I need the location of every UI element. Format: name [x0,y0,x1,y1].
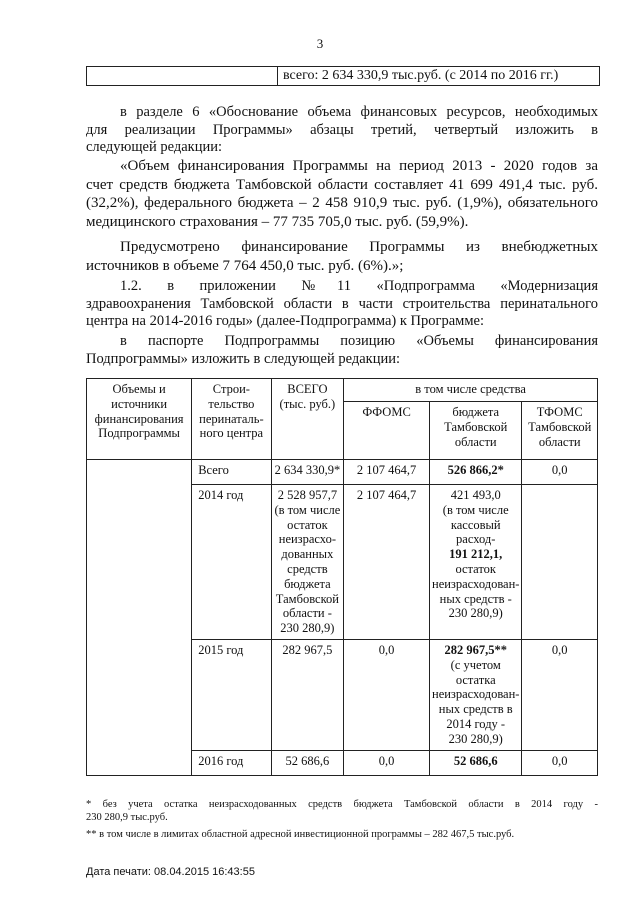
paragraph-extrabudgetary [86,238,598,275]
cell-line: 421 493,0 [450,488,501,502]
top-table-row [86,66,600,86]
header-text: Тамбовской [444,419,508,434]
header-regional-budget [430,402,522,460]
header-text: ВСЕГО [287,382,328,396]
cell-line: ных средств в [438,702,513,717]
row-label: 2014 год [192,485,271,640]
text-line: «Объем финансирования Программы на период 2013 - 2020 годов за [120,158,598,174]
paragraph-appendix11 [86,278,598,331]
text-line: источников в объеме 7 764 450,0 тыс. руб. (6%).»; [86,257,404,274]
paragraph-financing-volume [86,157,598,231]
text-line: (32,2%), федерального бюджета – 2 458 910,9 тыс. руб. (1,9%), обязательного [86,195,598,211]
cell-line: неизрасходован- [432,687,520,702]
page-number: 3 [316,36,324,51]
cell-line: 230 280,9) [448,606,503,621]
text-line: в паспорте Подпрограммы позицию «Объемы финансирования [120,333,598,349]
header-text: Объемы и [112,382,166,396]
header-text: (тыс. руб.) [279,396,336,411]
header-text: Строи- [212,382,250,396]
cell-line: (в том числе [442,502,509,517]
row-ffoms: 0,0 [344,750,430,775]
top-row-total: всего: 2 634 330,9 тыс.руб. (с 2014 по 2016 гг.) [283,68,559,83]
row-tfoms: 0,0 [522,460,598,485]
row-tfoms: 0,0 [522,639,598,750]
header-text: ТФОМС [536,405,583,419]
row-tfoms [522,485,598,640]
header-ffoms: ФФОМС [344,402,430,460]
text-line: Предусмотрено финансирование Программы из внебюджетных [120,239,598,255]
header-total [271,379,344,460]
row-tfoms: 0,0 [522,750,598,775]
header-text: Тамбовской [528,419,592,434]
table-header-row [87,379,598,402]
header-text: источники [111,396,168,411]
cell-line: остаток [455,561,497,576]
text-line: центра на 2014-2016 годы» (далее-Подпрограмма) к Программе: [86,313,484,330]
row-total [271,485,344,640]
text-line: счет средств бюджета Тамбовской области составляет 41 699 491,4 тыс. руб. [86,176,598,193]
cell-line: (в том числе [274,502,341,517]
row-label: Всего [192,460,271,485]
footnote-line: * без учета остатка неизрасходованных средств бюджета Тамбовской области в 2014 году - [86,799,598,810]
cell-line: 230 280,9) [280,621,335,636]
header-construction [192,379,271,460]
cell-line: бюджета [284,576,331,591]
footnote-line: 230 280,9 тыс.руб. [86,812,168,823]
text-line: Подпрограммы» изложить в следующей редакции: [86,350,401,367]
row-label: 2016 год [192,750,271,775]
financing-table [86,378,598,776]
header-tfoms [522,402,598,460]
cell-line: 282 967,5** [444,642,507,657]
row-budget: 52 686,6 [430,750,522,775]
header-text: Подпрограммы [98,426,180,441]
text-line: для реализации Программы» абзацы третий, четвертый изложить в [86,121,598,138]
top-row-left-cell [87,67,278,85]
row-total: 52 686,6 [271,750,344,775]
cell-line: дованных [281,547,334,562]
header-text: области [538,434,581,449]
footnote-line: ** в том числе в лимитах областной адресной инвестиционной программы – 282 467,5 тыс.руб. [86,829,515,840]
cell-line: 2 528 957,7 [277,488,338,502]
cell-line: 230 280,9) [448,731,503,746]
header-text: области [454,434,497,449]
row-budget [430,639,522,750]
cell-line: неизрасходован- [432,576,520,591]
header-group: в том числе средства [344,379,598,402]
text-line: медицинского страхования – 77 735 705,0 тыс. руб. (59,9%). [86,213,469,230]
row-ffoms: 0,0 [344,639,430,750]
cell-line: Тамбовской [275,591,339,606]
cell-line: ных средств - [439,591,512,606]
row-total: 282 967,5 [271,639,344,750]
print-date: Дата печати: 08.04.2015 16:43:55 [86,866,255,878]
cell-line: 191 212,1, [449,547,503,562]
text-line: в разделе 6 «Обоснование объема финансовых ресурсов, необходимых [120,104,598,120]
table-empty-cell [87,460,192,776]
header-text: ного центра [199,426,264,441]
row-budget: 526 866,2* [430,460,522,485]
text-line: здравоохранения Тамбовской области в части строительства перинатального [86,295,598,312]
cell-line: средств [287,561,328,576]
header-text: бюджета [452,405,500,419]
cell-line: остаток [287,517,328,532]
cell-line: (с учетом [450,657,501,672]
cell-line: неизрасхо- [278,532,336,547]
paragraph-section6 [86,104,598,157]
paragraph-passport [86,333,598,368]
cell-line: 2014 году - [446,716,506,731]
cell-line: области - [282,606,332,621]
text-line: следующей редакции: [86,139,223,156]
row-total: 2 634 330,9* [271,460,344,485]
cell-line: остатка [455,672,496,687]
row-ffoms: 2 107 464,7 [344,485,430,640]
table-row [87,460,598,485]
row-budget [430,485,522,640]
header-text: финансирования [94,411,184,426]
text-line: 1.2. в приложении №11 «Подпрограмма «Модернизация [120,278,598,294]
header-sources [87,379,192,460]
footnotes [86,798,598,841]
row-label: 2015 год [192,639,271,750]
row-ffoms: 2 107 464,7 [344,460,430,485]
header-text: тельство [208,396,255,411]
header-text: перинаталь- [199,411,264,426]
cell-line: кассовый [450,517,501,532]
cell-line: расход- [456,532,496,547]
